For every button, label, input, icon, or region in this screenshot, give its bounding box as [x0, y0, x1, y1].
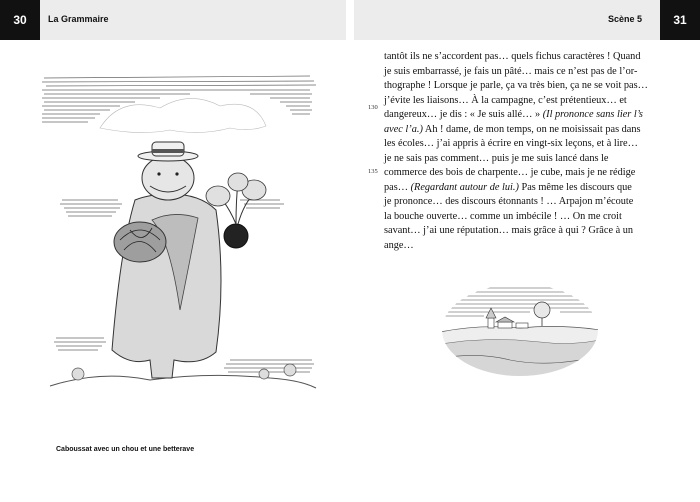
village-illustration [440, 280, 600, 380]
text-line: pas… (Regardant autour de lui.) Pas même les discours que [384, 181, 632, 193]
text-line: commerce des bois de charpente… je cube, mais je ne rédige [384, 167, 636, 178]
line-number: 135 [368, 168, 378, 175]
text-line: la bouche ouverte… comme un imbécile ! … On me croit [384, 210, 622, 222]
stage-direction: (Regardant autour de lui.) [410, 181, 519, 193]
cloud-shape [100, 98, 266, 132]
text-line: ange… [384, 239, 414, 251]
village-tree [534, 302, 550, 326]
text-line: avec l’a.) Ah ! dame, de mon temps, on ne moisissait pas dans [384, 123, 641, 135]
text-line: je suis embarrassé, je fais un pâté… mais ce n’est pas de l’or- [384, 65, 638, 77]
text-line: savant… j’ai une réputation… mais grâce à qui ? Grâce à un [384, 225, 634, 236]
text-line: tantôt ils ne s’accordent pas… quels fichus caractères ! Quand [384, 51, 641, 62]
right-running-title: Scène 5 [608, 14, 643, 24]
ground-line [50, 375, 316, 388]
illustration-caption: Caboussat avec un chou et une betterave [56, 446, 195, 453]
text-line: dangereux… je dis : « Je suis allé… » (Il prononce sans lier l’s [384, 109, 643, 120]
village-buildings [486, 308, 528, 328]
right-page-number: 31 [660, 0, 700, 40]
left-running-title: La Grammaire [48, 14, 109, 24]
village-sky-hatching [440, 288, 600, 316]
text-line: j’évite les liaisons… À la campagne, c’est prétentieux… et [384, 94, 627, 106]
stage-direction: (Il prononce sans lier l’s [542, 109, 643, 120]
text-line: les écoles… j’ai appris à écrire en vingt-six leçons, et à lire… [384, 138, 638, 149]
text-line: thographe ! Lorsque je parle, ça va très bien, ça ne se voit pas… [384, 80, 648, 91]
text-line: je ne sais pas comment… puis je me suis lancé dans le [384, 152, 609, 164]
caboussat-illustration [40, 70, 330, 410]
stage-direction: avec l’a.) [384, 123, 423, 135]
village-field [440, 339, 600, 380]
play-text [384, 50, 662, 253]
header-band-right [354, 0, 700, 40]
text-line: je prononce… des discours étonnants ! … Arpajon m’écoute [384, 196, 634, 207]
line-number: 130 [368, 104, 378, 111]
landscape-trees [72, 364, 296, 380]
left-page-number: 30 [0, 0, 40, 40]
cabbage [114, 222, 166, 262]
